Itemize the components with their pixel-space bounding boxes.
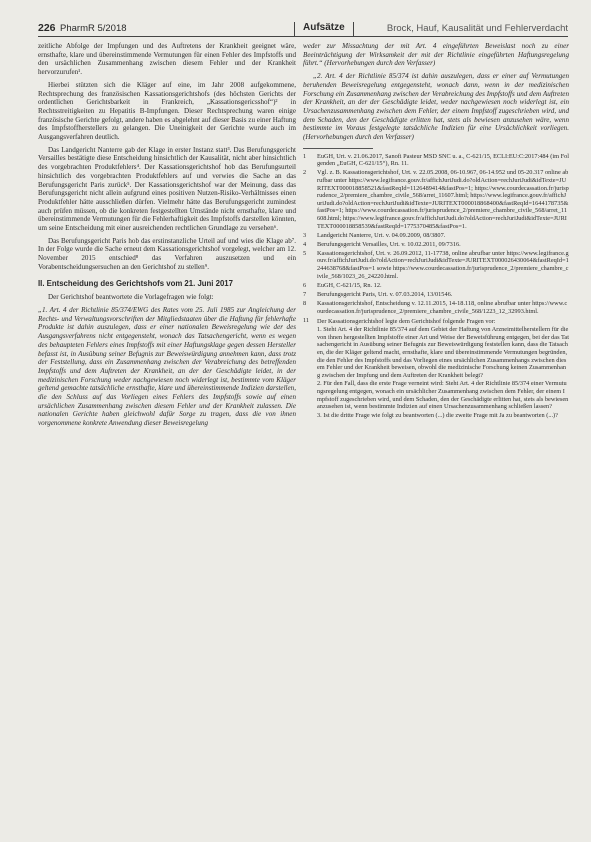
section-heading: II. Entscheidung des Gerichtshofs vom 21. Juni 2017 [38,278,233,288]
footnote-number: 6 [303,281,307,289]
footnote-number: 11 [303,316,310,324]
quoted-ruling: „1. Art. 4 der Richtlinie 85/374/EWG des Rates vom 25. Juli 1985 zur Angleichung der Rechts- und Verwaltungsvorschriften der Mitgliedstaaten über die Haftung für fehlerhafte Produkte ist dahin auszulegen, dass er einer nationalen Beweisregelung wie der des Ausgangsverfahrens nicht entgegensteht, wonach das Tatsachengericht, wenn es wegen des behaupteten Fehlers eines Impfstoffs mit einer Haftungsklage gegen dessen Hersteller befasst ist, in Ausübung seiner Befugnis zur Beweiswürdigung annehmen kann, dass trotz der Feststellung, dass ein Zusammenhang zwischen der Verabreichung des betreffenden Impfstoffs und dem Auftreten der Krankheit, an der der Geschädigte leidet, in der medizinischen Forschung weder nachgewiesen noch widerlegt ist, bestimmte vom Kläger geltend gemachte tatsächliche ernsthafte, klare und übereinstimmende Indizien darstellen, die den Schluss auf das Vorliegen eines Fehlers des Impfstoffs sowie auf einen ursächlichen Zusammenhang zwischen diesem Fehler und der Krankheit zulassen. Die nationalen Gerichte haben gleichwohl dafür Sorge zu tragen, dass die von ihnen vorgenommene konkrete Anwendung dieser Beweisregelung [38,305,296,428]
paragraph: Das Berufungsgericht Paris hob das erstinstanzliche Urteil auf und wies die Klage ab⁷. In der Folge wurde die Sache erneut dem Kassationsgerichtshof vorgelegt, welcher am 12. November 2015 entschied⁸ das Verfahren auszusetzen und ein Vorabentscheidungsersuchen an den Gerichtshof zu stellen⁹. [38,236,296,271]
quoted-ruling: „2. Art. 4 der Richtlinie 85/374 ist dahin auszulegen, dass er einer auf Vermutungen beruhenden Beweisregelung entgegensteht, wonach dann, wenn in der medizinischen Forschung ein Zusammenhang zwischen der Verabreichung des Impfstoffs und dem Auftreten der Krankheit, an der der Geschädigte leidet, weder nachgewiesen noch widerlegt ist, ein Ursachenzusammenhang zwischen dem Fehler, der einem Impfstoff zugeschrieben wird, und dem Schaden, den der Geschädigte erlitten hat, stets als bewiesen anzusehen wäre, wenn bestimmte im Voraus festgelegte tatsächliche Indizien für eine Ursächlichkeit vorliegen. (Hervorhebungen durch den Verfasser) [303,72,569,142]
left-column [38,42,296,432]
footnote-text: Vgl. z. B. Kassationsgerichtshof, Urt. v. 22.05.2008, 06-10.967, 06-14.952 und 05-20.317 online abrufbar unter https://www.legifrance.gouv.fr/affichJuriJudi.do?oldAction=rechJuriJudi&idTexte=JURITEXT000018858521&fastReqId=1126489414&fastPos=1; https://www.courdecassation.fr/jurisprudence_2/premiere_chambre_civile_568/arret_11607.html; https://www.legifrance.gouv.fr/affichJuriJudi.do?oldAction=rechJuriJudi&idTexte=JURITEXT000018868400&fastReqId=1644178735&fastPos=1; https://www.courdecassation.fr/jurisprudence_2/premiere_chambre_civile_568/arret_11608.html; https://www.legifrance.gouv.fr/affichJuriJudi.do?oldAction=rechJuriJudi&idTexte=JURITEXT000018858539&fastReqId=1775370485&fastPos=1. [317,169,569,230]
footnote-text [317,317,569,420]
footnote-text: Berufungsgericht Paris, Urt. v. 07.03.2014, 13/01546. [317,290,453,298]
footnote-question: 1. Steht Art. 4 der Richtlinie 85/374 auf dem Gebiet der Haftung von Arzneimittelherstellern für die von ihnen hergestellten Impfstoffe einer Art und Weise der Beweisführung entgegen, bei der das Tatsachengericht in Ausübung seiner Befugnis zur Beweiswürdigung feststellen kann, dass die Tatsachen, die der Kläger geltend macht, ernsthafte, klare und übereinstimmende Vermutungen begründen, die den Fehler des Impfstoffs und das Vorliegen eines ursächlichen Zusammenhangs zwischen diesem Fehler und der Krankheit beweisen, obwohl die medizinische Forschung keinen Zusammenhang zwischen der Impfung und dem Auftreten der Krankheit belegt? [317,326,569,379]
running-title: Brock, Hauf, Kausalität und Fehlerverdacht [386,23,568,34]
quoted-ruling: weder zur Missachtung der mit Art. 4 eingeführten Beweislast noch zu einer Beeinträchtigung der Wirksamkeit der mit der Richtlinie eingeführten Haftungsregelung führt.“ (Hervorhebungen durch den Verfasser) [303,42,569,68]
paragraph: zeitliche Abfolge der Impfungen und des Auftretens der Krankheit geeignet wäre, ernsthafte, klare und übereinstimmende Vermutungen für einen Fehler des Impfstoffs und den ursächlichen Zusammenhang zwischen diesem Fehler und der Krankheit hervorzurufen¹. [38,42,296,77]
footnote-text: Kassationsgerichtshof, Entscheidung v. 12.11.2015, 14-18.118, online abrufbar unter https://www.courdecassation.fr/jurisprudence_2/premiere_chambre_civile_568/1223_12_32993.html. [317,299,568,315]
footnote-number: 3 [303,231,307,239]
footnote-number: 2 [303,169,307,177]
section-label: Aufsätze [294,22,354,36]
footnote [303,153,569,168]
footnote-text: Landgericht Nanterre, Urt. v. 04.09.2009, 08/3807. [317,231,446,239]
footnote-number: 8 [303,299,307,307]
footnote [303,250,569,280]
paragraph: Das Landgericht Nanterre gab der Klage in erster Instanz statt³. Das Berufungsgericht Versailles bestätigte diese Entscheidung hinsichtlich der Kausalität, nicht aber hinsichtlich des vorgebrachten Produktfehlers⁴. Der Kassationsgerichtshof hob das Berufungsurteil hinsichtlich des vorgebrachten Produktfehlers auf und verwies die Sache an das Berufungsgericht Paris zurück⁵. Der Kassationsgerichtshof war der Meinung, dass das Berufungsgericht nicht allein aufgrund eines positiven Nutzen-Risiko-Verhältnisses einen Produktfehler hätte ausschließen dürfen. Vielmehr hätte das Berufungsgericht zumindest auch prüfen müssen, ob die konkreten festgestellten Umstände nicht ernsthafte, klare und übereinstimmende Vermutungen für die Fehlerhaftigkeit des Impfstoffs darstellen könnten, um seine Entscheidung mit einer ausreichenden rechtlichen Grundlage zu versehen⁶. [38,145,297,233]
footnotes [303,153,569,315]
paragraph: Hierbei stützten sich die Kläger auf eine, im Jahr 2008 aufgekommene, Rechtsprechung des französischen Kassationsgerichtshofs (des höchsten Gerichts der ordentlichen Gerichtsbarkeit in Frankreich, „Kassationsgericsshof“)² in Rechtsstreitigkeiten zu Hepatitis B-Impfungen. Dieser Rechtsprechung waren einige französische Gerichte gefolgt, andere haben es abgelehnt auf dieser Basis zu einer Haftung des Impfstoffherstellers zu gelangen. Die Uneinigkeit der Gerichte wurde auch im Ausgangsverfahren deutlich. [38,80,296,142]
footnote-number: 7 [303,290,307,298]
footnote-number: 5 [303,249,307,257]
footnote-question: 3. Ist die dritte Frage wie folgt zu beantworten (...) die zweite Frage mit Ja zu beantworten (...)? [317,411,558,419]
footnote [303,241,569,249]
footnote-divider [303,148,373,149]
footnote [303,169,569,230]
footnote [303,300,569,315]
footnote-text: Kassationsgerichtshof, Urt. v. 26.09.2012, 11-17738, online abrufbar unter https://www.legifrance.gouv.fr/affichJuriJudi.do?oldAction=rechJuriJudi&idTexte=JURITEXT000026430064&fastReqId=1244638768&fastPos=1 sowie https://www.courdecassation.fr/jurisprudence_2/premiere_chambre_civile_568/1023_26_24220.html. [317,249,569,280]
footnote [303,282,569,290]
footnote-text: EuGH, Urt. v. 21.06.2017, Sanofi Pasteur MSD SNC u. a., C-621/15, ECLI:EU:C:2017:484 (im Folgenden „EuGH, C-621/15“), Rn. 11. [317,152,569,168]
page-header [38,22,568,37]
paragraph: Der Gerichtshof beantwortete die Vorlagefragen wie folgt: [48,293,214,302]
footnote-text: EuGH, C-621/15, Rn. 12. [317,281,382,289]
footnote-question: 2. Für den Fall, dass die erste Frage verneint wird: Steht Art. 4 der Richtlinie 85/374 einer Vermutungsregelung entgegen, wonach ein ursächlicher Zusammenhang zwischen dem Fehler, der einem Impfstoff zugeschrieben wird, und dem Schaden, den der Geschädigte erlitten hat, stets als bewiesen anzusehen ist, wenn bestimmte Indizien auf einen Ursachenzusammenhang schließen lassen? [317,380,569,411]
footnote [303,291,569,299]
footnote [303,317,569,420]
footnote-text: Berufungsgericht Versailles, Urt. v. 10.02.2011, 09/7316. [317,240,461,248]
right-column [303,42,569,421]
footnote [303,232,569,240]
journal-citation: PharmR 5/2018 [60,23,127,34]
footnote-number: 4 [303,240,307,248]
page-number: 226 [38,22,56,34]
footnote-number: 1 [303,152,307,160]
footnote-intro: Der Kassationsgerichtshof legte dem Gerichtshof folgende Fragen vor: [317,317,496,325]
